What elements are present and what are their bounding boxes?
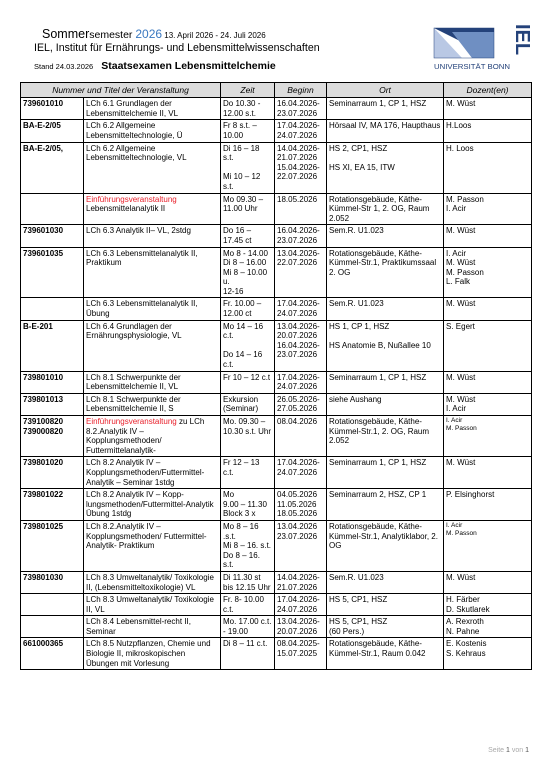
course-lecturer: M. Wüst xyxy=(444,98,532,120)
course-number: 739801013 xyxy=(21,393,84,415)
table-row xyxy=(21,638,532,670)
semester-line xyxy=(42,27,266,41)
course-start: 17.04.2026- 24.07.2026 xyxy=(275,371,327,393)
course-place: HS 2, CP1, HSZ HS XI, EA 15, ITW xyxy=(327,142,444,193)
semester-suffix: semester xyxy=(89,29,136,41)
table-row xyxy=(21,416,532,457)
course-lecturer: M. Wüst xyxy=(444,571,532,593)
course-start: 17.04.2026- 24.07.2026 xyxy=(275,120,327,142)
table-row xyxy=(21,193,532,225)
course-lecturer: E. Kostenis S. Kehraus xyxy=(444,638,532,670)
course-lecturer: M. Passon I. Acir xyxy=(444,193,532,225)
course-number: 739601030 xyxy=(21,225,84,247)
course-number: 661000365 xyxy=(21,638,84,670)
course-title: LCh 8.2 Analytik IV – Kopplungsmethoden/Futtermittel-Analytik – Seminar 1stdg xyxy=(84,457,221,489)
course-lecturer: M. Wüst xyxy=(444,225,532,247)
course-number: 739601035 xyxy=(21,247,84,298)
course-time: Mo 8 - 14.00 Di 8 – 16.00 Mi 8 – 10.00 u. 12-16 xyxy=(221,247,275,298)
table-row xyxy=(21,142,532,193)
course-start: 14.04.2026- 21.07.2026 15.04.2026- 22.07.2026 xyxy=(275,142,327,193)
table-row xyxy=(21,457,532,489)
course-place: HS 5, CP1, HSZ (60 Pers.) xyxy=(327,616,444,638)
logo-graphic xyxy=(434,28,494,58)
table-row xyxy=(21,120,532,142)
table-row xyxy=(21,320,532,371)
table-row xyxy=(21,489,532,521)
semester-prefix: Sommer xyxy=(42,27,90,41)
course-title: Kopplungsmethoden/ Futtermittelanalytik- xyxy=(86,436,162,455)
course-place: siehe Aushang xyxy=(327,393,444,415)
course-title: LCh 6.3 Lebensmittelanalytik II, Übung xyxy=(84,298,221,320)
course-number: 739801020 xyxy=(21,457,84,489)
course-title: LCh 8.2 Analytik IV – Kopp-lungsmethoden/Futtermittel-Analytik Übung 1stdg xyxy=(84,489,221,521)
course-start: 13.04.2026- 20.07.2026 xyxy=(275,616,327,638)
table-row xyxy=(21,594,532,616)
course-title-cell xyxy=(84,193,221,225)
table-row xyxy=(21,247,532,298)
table-row xyxy=(21,298,532,320)
schedule-table xyxy=(20,82,532,670)
course-number: 739801022 xyxy=(21,489,84,521)
course-start: 17.04.2026- 24.07.2026 xyxy=(275,594,327,616)
course-place: Sem.R. U1.023 xyxy=(327,225,444,247)
course-lecturer: H.Loos xyxy=(444,120,532,142)
course-time: Mo 8 – 16 .s.t. Mi 8 – 16. s.t. Do 8 – 16. s.t. xyxy=(221,520,275,571)
course-title: LCh 6.2 Allgemeine Lebensmitteltechnologie, Ü xyxy=(84,120,221,142)
course-title: LCh 8.5 Nutzpflanzen, Chemie und Biologie II, mikroskopischen Übungen mit Vorlesung xyxy=(84,638,221,670)
course-start: 18.05.2026 xyxy=(275,193,327,225)
table-row xyxy=(21,571,532,593)
course-place: Hörsaal IV, MA 176, Haupthaus xyxy=(327,120,444,142)
course-time: Fr 12 – 13 c.t. xyxy=(221,457,275,489)
logo-text: UNIVERSITÄT BONN xyxy=(434,62,510,71)
course-time: Do 16 – 17.45 ct xyxy=(221,225,275,247)
course-time: Mo 09.30 – 11.00 Uhr xyxy=(221,193,275,225)
stand-date: Stand 24.03.2026 xyxy=(34,62,94,71)
course-lecturer: I. Acir M. Passon xyxy=(444,416,532,457)
course-title: LCh 8.2.Analytik IV – Kopplungsmethoden/ Futtermittel-Analytik- Praktikum xyxy=(84,520,221,571)
exam-title: Staatsexamen Lebensmittelchemie xyxy=(101,60,276,72)
course-title: Lebensmittelanalytik II xyxy=(86,204,166,214)
course-title: LCh 8.3 Umweltanalytik/ Toxikologie II, VL xyxy=(84,594,221,616)
col-header-time: Zeit xyxy=(221,83,275,98)
col-header-start: Beginn xyxy=(275,83,327,98)
institute-name: IEL, Institut für Ernährungs- und Lebensmittelwissenschaften xyxy=(34,42,320,54)
course-start: 04.05.2026 11.05.2026 18.05.2026 xyxy=(275,489,327,521)
table-row xyxy=(21,98,532,120)
intro-event-label: Einführungsveranstaltung xyxy=(86,194,177,204)
table-row xyxy=(21,616,532,638)
course-place: Seminarraum 1, CP 1, HSZ xyxy=(327,457,444,489)
course-place: HS 5, CP1, HSZ xyxy=(327,594,444,616)
course-start: 17.04.2026- 24.07.2026 xyxy=(275,457,327,489)
university-logo xyxy=(432,22,542,80)
course-place: Seminarraum 2, HSZ, CP 1 xyxy=(327,489,444,521)
course-number xyxy=(21,616,84,638)
course-title: LCh 8.1 Schwerpunkte der Lebensmittelchemie II, S xyxy=(84,393,221,415)
current-page: 1 xyxy=(506,747,510,754)
course-start: 16.04.2026- 23.07.2026 xyxy=(275,98,327,120)
course-place: Sem.R. U1.023 xyxy=(327,571,444,593)
course-lecturer: M. Wüst I. Acir xyxy=(444,393,532,415)
course-time: Di 11.30 st bis 12.15 Uhr xyxy=(221,571,275,593)
footer-mid: von xyxy=(509,747,526,754)
course-start: 14.04.2026- 21.07.2026 xyxy=(275,571,327,593)
course-time: Di 8 – 11 c.t. xyxy=(221,638,275,670)
course-title: LCh 8.1 Schwerpunkte der Lebensmittelchemie II, VL xyxy=(84,371,221,393)
course-number xyxy=(21,298,84,320)
course-time: Exkursion (Seminar) xyxy=(221,393,275,415)
course-number: 739801030 xyxy=(21,571,84,593)
course-time: Mo 14 – 16 c.t. Do 14 – 16 c.t. xyxy=(221,320,275,371)
course-place: HS 1, CP 1, HSZ HS Anatomie B, Nußallee 10 xyxy=(327,320,444,371)
course-lecturer: H. Färber D. Skutlarek xyxy=(444,594,532,616)
course-lecturer: M. Wüst xyxy=(444,371,532,393)
course-place: Rotationsgebäude, Käthe-Kümmel-Str 1, 2. OG, Raum 2.052 xyxy=(327,193,444,225)
footer-prefix: Seite xyxy=(488,747,506,754)
course-lecturer: H. Loos xyxy=(444,142,532,193)
course-number: 739801025 xyxy=(21,520,84,571)
course-place: Seminarraum 1, CP 1, HSZ xyxy=(327,371,444,393)
course-start: 17.04.2026- 24.07.2026 xyxy=(275,298,327,320)
course-lecturer: I. Acir M. Wüst M. Passon L. Falk xyxy=(444,247,532,298)
table-header-row xyxy=(21,83,532,98)
course-title-cell xyxy=(84,416,221,457)
course-number: 739100820 739000820 xyxy=(21,416,84,457)
course-start: 13.04.2026- 22.07.2026 xyxy=(275,247,327,298)
course-start: 16.04.2026- 23.07.2026 xyxy=(275,225,327,247)
table-row xyxy=(21,393,532,415)
col-header-lecturer: Dozent(en) xyxy=(444,83,532,98)
course-title: LCh 6.3 Lebensmittelanalytik II, Praktikum xyxy=(84,247,221,298)
course-place: Sem.R. U1.023 xyxy=(327,298,444,320)
stand-line xyxy=(34,60,276,72)
col-header-title: Nummer und Titel der Veranstaltung xyxy=(21,83,221,98)
course-time: Di 16 – 18 s.t. Mi 10 – 12 s.t. xyxy=(221,142,275,193)
intro-event-label: Einführungsveranstaltung xyxy=(86,417,177,426)
course-place: Rotationsgebäude, Käthe-Kümmel-Str.1, 2. OG, Raum 2.052 xyxy=(327,416,444,457)
course-title: LCh 8.3 Umweltanalytik/ Toxikologie II, (Lebensmitteltoxikologie) VL xyxy=(84,571,221,593)
course-time: Fr 10 – 12 c.t xyxy=(221,371,275,393)
course-lecturer: I. Acir M. Passon xyxy=(444,520,532,571)
course-lecturer: M. Wüst xyxy=(444,457,532,489)
course-start: 08.04.2026 xyxy=(275,416,327,457)
page-header xyxy=(0,0,543,92)
course-time: Fr 8 s.t. – 10.00 xyxy=(221,120,275,142)
course-title: LCh 6.3 Analytik II– VL, 2stdg xyxy=(84,225,221,247)
col-header-place: Ort xyxy=(327,83,444,98)
course-place: Seminarraum 1, CP 1, HSZ xyxy=(327,98,444,120)
course-start: 13.04.2026- 20.07.2026 16.04.2026- 23.07.2026 xyxy=(275,320,327,371)
table-row xyxy=(21,520,532,571)
table-row xyxy=(21,225,532,247)
course-number xyxy=(21,193,84,225)
semester-year: 2026 xyxy=(135,27,163,41)
course-time: Fr. 8- 10.00 c.t. xyxy=(221,594,275,616)
course-place: Rotationsgebäude, Käthe-Kümmel-Str.1, Analytiklabor, 2. OG xyxy=(327,520,444,571)
course-number: BA-E-2/05 xyxy=(21,120,84,142)
course-start: 08.04.2025- 15.07.2025 xyxy=(275,638,327,670)
course-start: 26.05.2026- 27.05.2026 xyxy=(275,393,327,415)
page-footer xyxy=(488,747,529,754)
course-title: LCh 6.1 Grundlagen der Lebensmittelchemie II, VL xyxy=(84,98,221,120)
course-number: 739601010 xyxy=(21,98,84,120)
course-number: 739801010 xyxy=(21,371,84,393)
course-time: Fr. 10.00 – 12.00 ct xyxy=(221,298,275,320)
course-time: Mo 9.00 – 11.30 Block 3 x xyxy=(221,489,275,521)
semester-dates: 13. April 2026 - 24. Juli 2026 xyxy=(162,31,266,40)
total-pages: 1 xyxy=(525,747,529,754)
course-title: LCh 8.4 Lebensmittel-recht II, Seminar xyxy=(84,616,221,638)
course-number xyxy=(21,594,84,616)
iel-side-mark: IEL xyxy=(511,24,533,56)
course-number: BA-E-2/05, xyxy=(21,142,84,193)
course-start: 13.04.2026 23.07.2026 xyxy=(275,520,327,571)
course-lecturer: P. Elsinghorst xyxy=(444,489,532,521)
course-place: Rotationsgebäude, Käthe-Kümmel-Str.1, Praktikumssaal 2. OG xyxy=(327,247,444,298)
course-place: Rotationsgebäude, Käthe-Kümmel-Str.1, Raum 0.042 xyxy=(327,638,444,670)
course-lecturer: A. Rexroth N. Pahne xyxy=(444,616,532,638)
course-lecturer: M. Wüst xyxy=(444,298,532,320)
course-time: Mo. 17.00 c.t. - 19.00 xyxy=(221,616,275,638)
course-title-suffix: zu LCh 8.2.Analytik IV – xyxy=(86,417,205,436)
course-time: Do 10.30 - 12.00 s.t. xyxy=(221,98,275,120)
course-time: Mo. 09.30 – 10.30 s.t. Uhr xyxy=(221,416,275,457)
table-row xyxy=(21,371,532,393)
course-lecturer: S. Egert xyxy=(444,320,532,371)
course-number: B-E-201 xyxy=(21,320,84,371)
course-title: LCh 6.4 Grundlagen der Ernährungsphysiologie, VL xyxy=(84,320,221,371)
course-title: LCh 6.2 Allgemeine Lebensmitteltechnologie, VL xyxy=(84,142,221,193)
